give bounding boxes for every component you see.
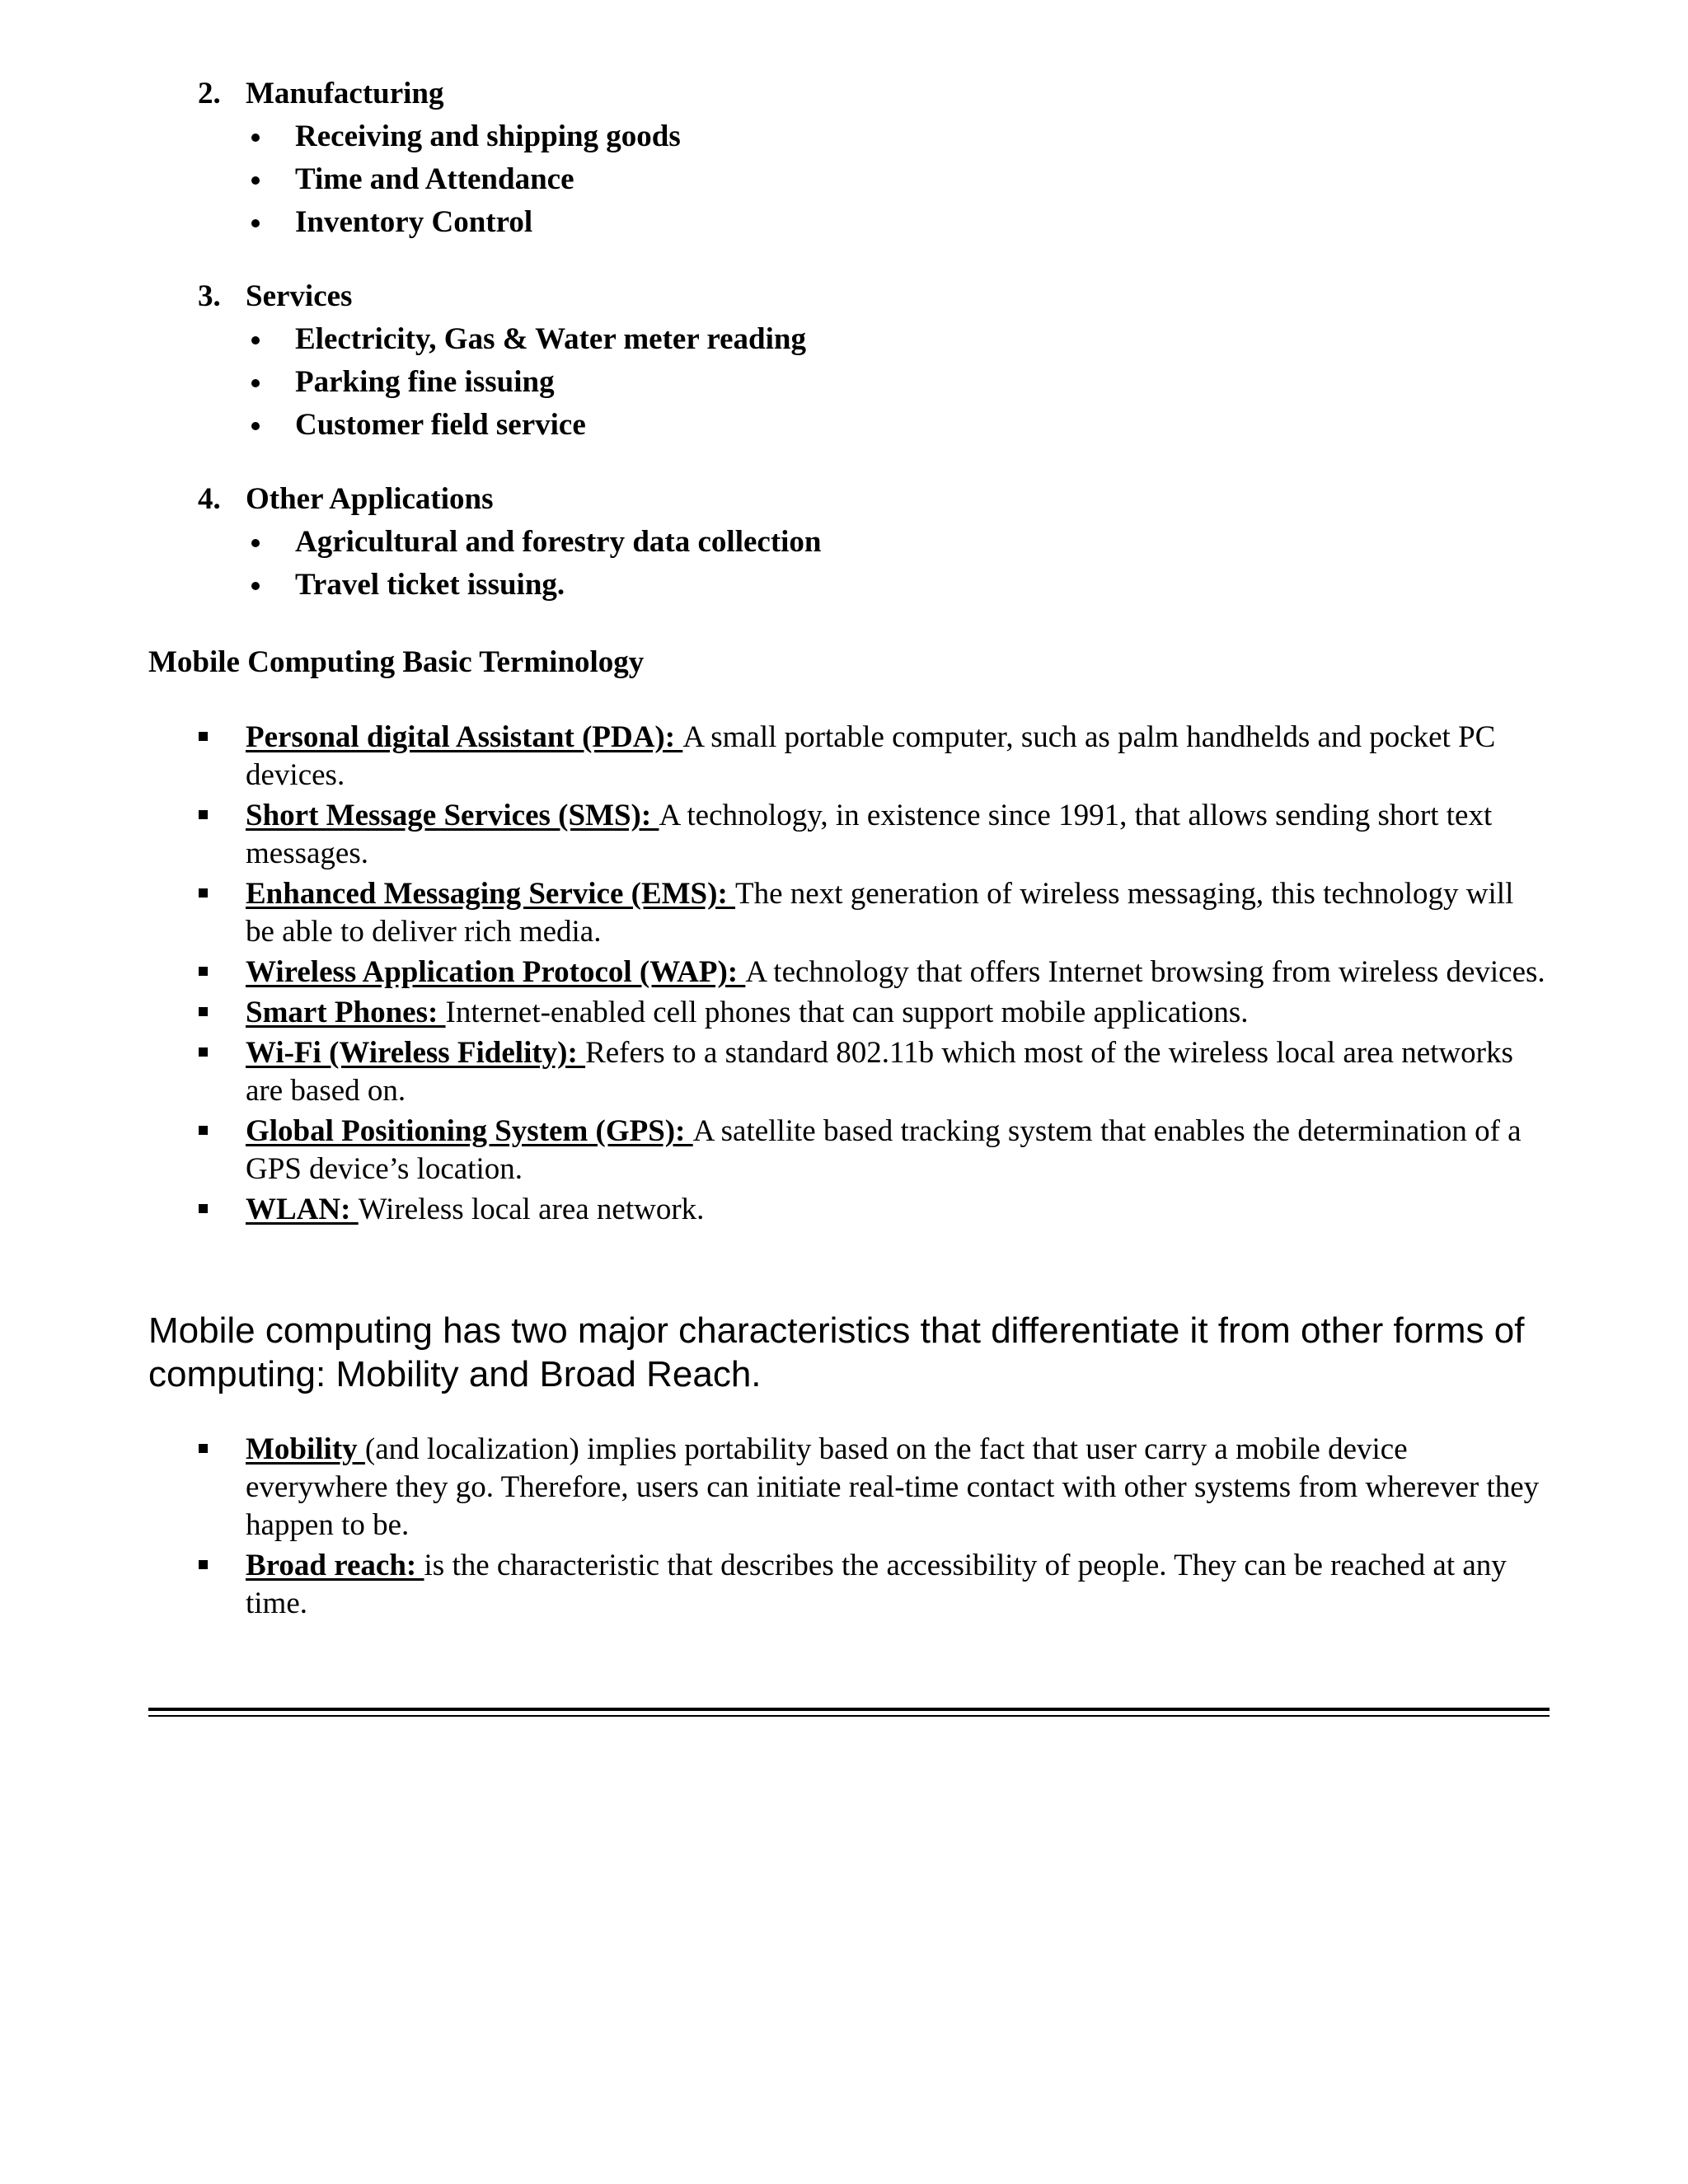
list-item: Agricultural and forestry data collection (246, 521, 822, 564)
section-title: Services (246, 279, 353, 313)
section-number: 2. (198, 77, 221, 110)
bullet-icon (251, 336, 260, 344)
list-item: Receiving and shipping goods (246, 115, 681, 158)
term-item-sms: Short Message Services (SMS): A technology, in existence since 1991, that allows sending short text messages. (198, 797, 1550, 873)
square-bullet-icon (199, 967, 208, 976)
bullet-icon (251, 219, 260, 227)
terminology-list (198, 719, 1550, 1231)
section-number: 4. (198, 482, 221, 516)
bullet-icon (251, 134, 260, 142)
section-heading: Mobile Computing Basic Terminology (148, 645, 645, 679)
list-item: Inventory Control (246, 201, 681, 244)
square-bullet-icon (199, 1560, 208, 1569)
term-item-wifi: Wi-Fi (Wireless Fidelity): Refers to a standard 802.11b which most of the wireless local area networks are based on. (198, 1034, 1550, 1110)
list-item: Time and Attendance (246, 158, 681, 201)
bullet-list (246, 115, 681, 244)
square-bullet-icon (199, 1126, 208, 1135)
term-item-gps: Global Positioning System (GPS): A satellite based tracking system that enables the determination of a GPS device’s location. (198, 1113, 1550, 1188)
bullet-icon (251, 539, 260, 547)
characteristic-item-broad-reach: Broad reach: is the characteristic that describes the accessibility of people. They can be reached at any time. (198, 1547, 1550, 1623)
characteristic-item-mobility: Mobility (and localization) implies portability based on the fact that user carry a mobile device everywhere they go. Therefore, users can initiate real-time contact with other systems from wherever they happen to be. (198, 1431, 1550, 1544)
section-title: Manufacturing (246, 77, 444, 110)
characteristics-list (198, 1431, 1550, 1625)
term-item-wap: Wireless Application Protocol (WAP): A technology that offers Internet browsing from wireless devices. (198, 954, 1550, 991)
list-item: Electricity, Gas & Water meter reading (246, 318, 806, 361)
bullet-list (246, 318, 806, 447)
term-item-smart-phones: Smart Phones: Internet-enabled cell phones that can support mobile applications. (198, 994, 1550, 1032)
bullet-icon (251, 582, 260, 590)
characteristics-intro: Mobile computing has two major characteristics that differentiate it from other forms of computing: Mobility and Broad Reach. (148, 1310, 1525, 1394)
square-bullet-icon (199, 1047, 208, 1057)
square-bullet-icon (199, 888, 208, 898)
square-bullet-icon (199, 732, 208, 741)
bullet-icon (251, 422, 260, 430)
square-bullet-icon (199, 810, 208, 819)
term-item-ems: Enhanced Messaging Service (EMS): The next generation of wireless messaging, this technology will be able to deliver rich media. (198, 875, 1550, 951)
list-item: Travel ticket issuing. (246, 564, 822, 607)
bullet-icon (251, 176, 260, 185)
divider-line (148, 1715, 1550, 1717)
list-item: Customer field service (246, 404, 806, 447)
bullet-list (246, 521, 822, 607)
square-bullet-icon (199, 1007, 208, 1016)
term-item-wlan: WLAN: Wireless local area network. (198, 1191, 1550, 1229)
term-item-pda: Personal digital Assistant (PDA): A small portable computer, such as palm handhelds and pocket PC devices. (198, 719, 1550, 794)
square-bullet-icon (199, 1204, 208, 1213)
bullet-icon (251, 379, 260, 387)
section-number: 3. (198, 279, 221, 313)
list-item: Parking fine issuing (246, 361, 806, 404)
divider-line (148, 1708, 1550, 1711)
square-bullet-icon (199, 1444, 208, 1453)
section-title: Other Applications (246, 482, 494, 516)
